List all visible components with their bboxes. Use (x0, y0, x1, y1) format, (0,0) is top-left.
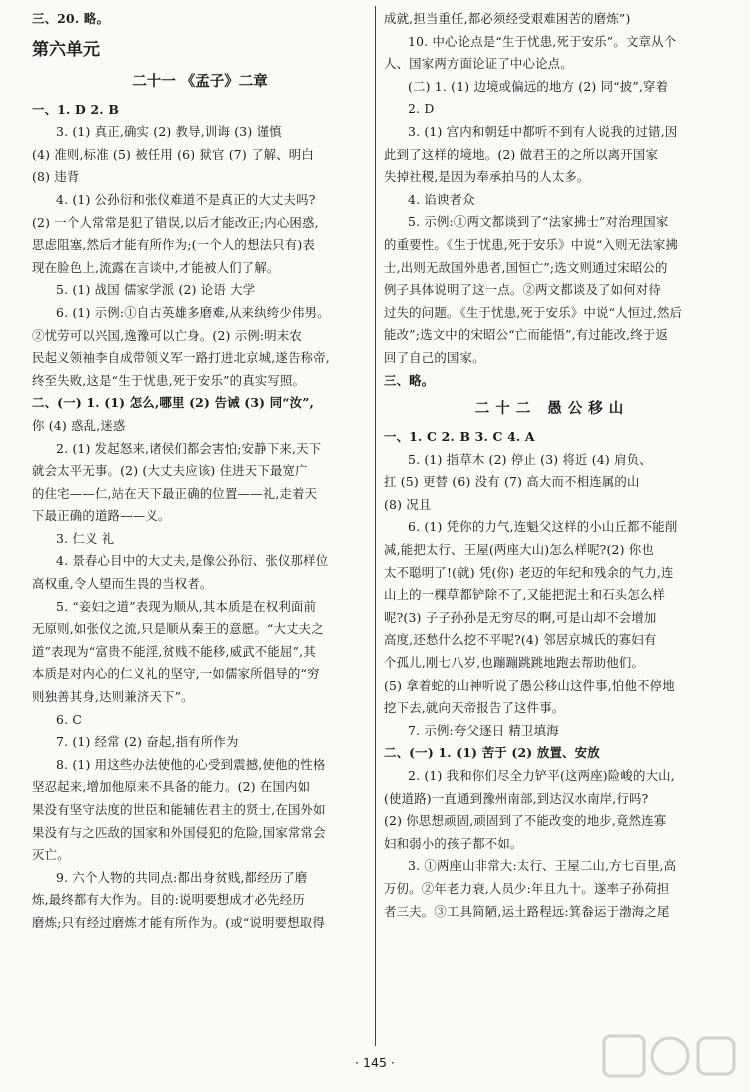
answer-line: 炼,最终都有大作为。目的:说明要想成才必先经历 (32, 892, 305, 908)
answer-line: 一、1. C 2. B 3. C 4. A (384, 429, 535, 445)
answer-line: 6. (1) 示例:①自古英雄多磨难,从来纨绔少伟男。 (56, 304, 330, 320)
answer-line: 过失的问题。《生于忧患,死于安乐》中说“人恒过,然后 (384, 304, 683, 320)
answer-line: 例子具体说明了这一点。②两文都谈及了如何对待 (384, 282, 661, 298)
answer-line: 磨炼;只有经过磨炼才能有所作为。(或“说明要想取得 (32, 914, 325, 930)
answer-line: 现在脸色上,流露在言谈中,才能被人们了解。 (32, 259, 280, 275)
answer-line: (2) 你思想顽固,顽固到了不能改变的地步,竟然连寡 (384, 813, 667, 829)
right-column (384, 8, 720, 923)
answer-line: ②忧劳可以兴国,逸豫可以亡身。(2) 示例:明末农 (32, 327, 303, 343)
answer-line: 的重要性。《生于忧患,死于安乐》中说“入则无法家拂 (384, 236, 679, 252)
answer-line: 3. ①两座山非常大:太行、王屋二山,方七百里,高 (408, 858, 677, 874)
answer-line: 5. (1) 指草木 (2) 停止 (3) 将近 (4) 肩负、 (408, 451, 652, 467)
answer-line: 山上的一棵草都铲除不了,又能把泥土和石头怎么样 (384, 587, 666, 603)
answer-line: 5. “妾妇之道”表现为顺从,其本质是在权利面前 (56, 598, 317, 614)
answer-line: 下最正确的道路——义。 (32, 508, 171, 524)
answer-line: 高权重,令人望而生畏的当权者。 (32, 576, 213, 592)
answer-line: 减,能把太行、王屋(两座大山)怎么样呢?(2) 你也 (384, 542, 654, 558)
section-three-answer: 三、20. 略。 (32, 11, 110, 26)
answer-line: 7. 示例:夸父逐日 精卫填海 (408, 722, 559, 738)
answer-line: 无原则,如张仪之流,只是顺从秦王的意愿。“大丈夫之 (32, 621, 324, 637)
answer-line: 8. (1) 用这些办法使他的心受到震撼,使他的性格 (56, 756, 326, 772)
answer-line: 高度,还愁什么挖不平呢?(4) 邻居京城氏的寡妇有 (384, 632, 657, 648)
answer-line: 就会太平无事。(2) (大丈夫应该) 住进天下最宽广 (32, 463, 308, 479)
answer-line: (8) 违背 (32, 169, 80, 185)
answer-line: 二、(一) 1. (1) 苦于 (2) 放置、安放 (384, 745, 600, 761)
answer-line: 4. (1) 公孙衍和张仪难道不是真正的大丈夫吗? (56, 191, 316, 207)
answer-line: 你 (4) 惑乱,迷惑 (32, 417, 126, 433)
answer-line: 坚忍起来,增加他原来不具备的能力。(2) 在国内如 (32, 779, 311, 795)
answer-line: 6. (1) 凭你的力气,连魁父这样的小山丘都不能削 (408, 519, 678, 535)
answer-line: 的住宅——仁,站在天下最正确的位置——礼,走着天 (32, 485, 318, 501)
answer-line: 失掉社稷,是因为奉承拍马的人太多。 (384, 169, 590, 185)
answer-line: 一、1. D 2. B (32, 101, 120, 117)
answer-line: 三、略。 (384, 372, 435, 388)
answer-line: 回了自己的国家。 (384, 349, 485, 365)
answer-line: 人、国家两方面论证了中心论点。 (384, 56, 573, 72)
answer-line: 3. (1) 宫内和朝廷中都听不到有人说我的过错,因 (408, 123, 678, 139)
answer-line: 挖下去,就向天帝报告了这件事。 (384, 700, 565, 716)
answer-line: 4. 景春心目中的大丈夫,是像公孙衍、张仪那样位 (56, 553, 329, 569)
lesson-title-22: 二十二 愚公移山 (474, 401, 630, 418)
answer-line: 民起义领袖李自成带领义军一路打进北京城,遂告称帝, (32, 350, 330, 366)
answer-line: 本质是对内心的仁义礼的坚守,一如儒家所倡导的“穷 (32, 666, 320, 682)
answer-line: 思虑阻塞,然后才能有所作为;(一个人的想法只有)表 (32, 237, 315, 253)
answer-line: 6. C (56, 711, 83, 727)
answer-line: (二) 1. (1) 边境或偏远的地方 (2) 同“披”,穿着 (408, 78, 669, 94)
answer-line: 妇和弱小的孩子都不如。 (384, 835, 523, 851)
answer-line: 果没有坚守法度的世臣和能辅佐君主的贤士,在国外如 (32, 802, 326, 817)
answer-line: 灭亡。 (32, 847, 70, 863)
answer-line: 2. (1) 发起怒来,诸侯们都会害怕;安静下来,天下 (56, 440, 322, 456)
answer-line: (使道路)一直通到豫州南部,到达汉水南岸,行吗? (384, 790, 649, 806)
watermark-logo-icon (600, 1030, 740, 1086)
answer-line: 2. (1) 我和你们尽全力铲平(这两座)险峻的大山, (408, 768, 675, 783)
answer-line: 3. 仁义 礼 (56, 530, 115, 546)
answer-line: 能改”;选文中的宋昭公“亡而能悟”,有过能改,终于返 (384, 327, 669, 343)
answer-line: 5. (1) 战国 儒家学派 (2) 论语 大学 (56, 282, 256, 298)
answer-line: 4. 谄谀者众 (408, 191, 475, 207)
lesson-title-21: 二十一 《孟子》二章 (132, 73, 268, 90)
answer-line: 5. 示例:①两文都谈到了“法家拂士”对治理国家 (408, 214, 669, 230)
answer-line: (5) 拿着蛇的山神听说了愚公移山这件事,怕他不停地 (384, 677, 675, 693)
right-answer-lines-a (384, 8, 720, 392)
column-divider (375, 6, 376, 1046)
answer-line: (8) 况且 (384, 496, 432, 512)
answer-line: 终至失败,这是“生于忧患,死于安乐”的真实写照。 (32, 372, 306, 388)
answer-line: 扛 (5) 更替 (6) 没有 (7) 高大而不相连属的山 (384, 474, 640, 490)
answer-line: 2. D (408, 101, 435, 117)
answer-line: 3. (1) 真正,确实 (2) 教导,训诲 (3) 谨慎 (56, 124, 282, 140)
answer-line: 呢?(3) 子子孙孙是无穷尽的啊,可是山却不会增加 (384, 609, 657, 625)
answer-line: 7. (1) 经常 (2) 奋起,指有所作为 (56, 734, 239, 750)
answer-line: 二、(一) 1. (1) 怎么,哪里 (2) 告诫 (3) 同“汝”, (32, 395, 315, 411)
page-number: · 145 · (355, 1055, 395, 1070)
answer-line: 成就,担当重任,都必须经受艰难困苦的磨炼”) (384, 11, 631, 26)
unit-title: 第六单元 (32, 39, 100, 60)
right-answer-lines-b (384, 426, 720, 923)
answer-line: 个孤儿,刚七八岁,也蹦蹦跳跳地跑去帮助他们。 (384, 655, 645, 671)
answer-line: 10. 中心论点是“生于忧患,死于安乐”。文章从个 (408, 33, 677, 49)
answer-line: 果没有与之匹敌的国家和外国侵犯的危险,国家常常会 (32, 824, 326, 840)
answer-line: (4) 准则,标准 (5) 被任用 (6) 狱官 (7) 了解、明白 (32, 146, 314, 162)
answer-line: 则独善其身,达则兼济天下”。 (32, 689, 194, 705)
answer-line: 此到了这样的境地。(2) 做君王的之所以离开国家 (384, 146, 659, 162)
answer-line: 太不聪明了!(就) 凭(你) 老迈的年纪和残余的气力,连 (384, 564, 674, 580)
answer-line: 9. 六个人物的共同点:都出身贫贱,都经历了磨 (56, 869, 308, 885)
left-answer-lines (32, 99, 368, 935)
answer-line: 万仞。②年老力衰,人员少:年且九十。遂率子孙荷担 (384, 880, 670, 896)
answer-line: 道”表现为“富贵不能淫,贫贱不能移,威武不能屈”,其 (32, 643, 316, 659)
answer-line: 士,出则无敌国外患者,国恒亡”;选文则通过宋昭公的 (384, 259, 668, 275)
answer-line: 者三夫。③工具简陋,运土路程远:箕畚运于渤海之尾 (384, 903, 670, 919)
left-column (32, 8, 368, 935)
answer-line: (2) 一个人常常是犯了错误,以后才能改正;内心困惑, (32, 214, 319, 230)
